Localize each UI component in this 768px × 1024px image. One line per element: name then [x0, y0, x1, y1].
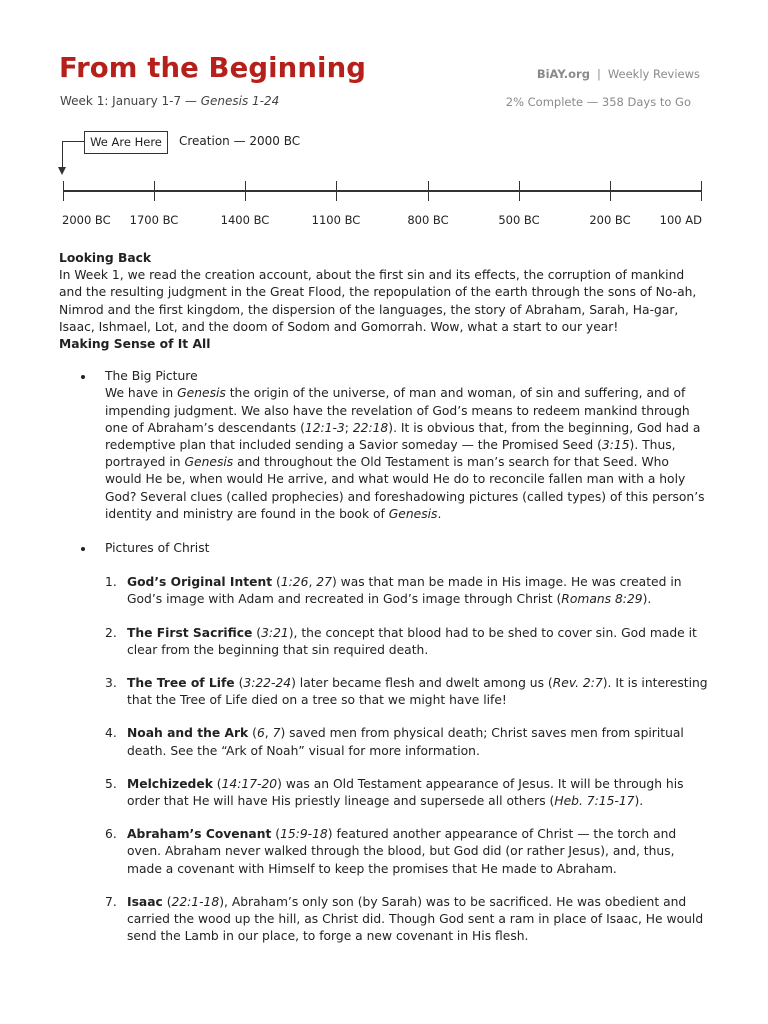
list-item [59, 826, 709, 878]
list-item [59, 625, 709, 659]
num: 4. [105, 726, 117, 741]
scripture-reference: 6 [256, 726, 265, 741]
list-item [59, 776, 709, 810]
scripture-reference: 22:1-18 [171, 894, 220, 909]
timeline-label: 800 BC [407, 213, 449, 227]
item-text: ( [252, 625, 262, 640]
looking-back-text: In Week 1, we read the creation account, about the first sin and its effects, the corruption of mankind and the resulting judgment in the Great Flood, the repopulation of the earth through the sons of No-ah, Nimrod and the first kingdom, the dispersion of the languages, the story of Abraham, Sarah, Ha-gar, Isaac, Ishmael, Lot, and the doom of Sodom and Gomorrah. Wow, what a start to our year! [59, 268, 697, 334]
item-text: , [308, 575, 317, 590]
scripture-reference: 7 [272, 726, 281, 741]
timeline-axis [63, 190, 701, 192]
item-title: The First Sacrifice [127, 625, 253, 640]
item-text: ). [642, 592, 652, 607]
item-text: ). [634, 794, 644, 809]
num: 2. [105, 625, 117, 640]
item-title: The Tree of Life [127, 676, 235, 691]
timeline-tick [154, 181, 155, 201]
item-text: ) was an Old Testament appearance of Jesus. It will be through his order that He will have His priestly lineage and supersede all others ( [127, 776, 684, 809]
list-item [59, 675, 709, 709]
timeline [63, 181, 701, 201]
timeline-label: 2000 BC [62, 213, 111, 227]
pictures-of-christ-bullet [59, 540, 709, 557]
item-text: ( [272, 575, 281, 590]
we-are-here-marker: We Are Here [84, 131, 168, 154]
separator: | [596, 67, 601, 81]
item-title: Noah and the Ark [127, 726, 249, 741]
list-item [59, 725, 709, 759]
item-text: ( [212, 776, 222, 791]
num: 1. [105, 575, 117, 590]
num: 7. [105, 894, 117, 909]
big-picture-label: The Big Picture [105, 369, 198, 384]
timeline-label: 100 AD [659, 213, 702, 227]
item-text: ), the concept that blood had to be shed to cover sin. God made it clear from the beginning that sin required death. [127, 625, 697, 657]
marker-pointer-line [62, 141, 63, 168]
item-text: ( [234, 676, 244, 691]
timeline-tick [63, 181, 64, 201]
item-title: Melchizedek [127, 776, 213, 791]
item-title: Abraham’s Covenant [127, 827, 272, 842]
timeline-tick [245, 181, 246, 201]
timeline-tick [610, 181, 611, 201]
pictures-label: Pictures of Christ [105, 541, 210, 556]
bullet-dot [81, 375, 85, 379]
scripture-reference: Romans 8:29 [561, 592, 643, 607]
page-title: From the Beginning [59, 52, 367, 84]
bullet-dot [81, 547, 85, 551]
timeline-tick [336, 181, 337, 201]
item-text: ( [271, 827, 281, 842]
progress-status: 2% Complete — 358 Days to Go [505, 95, 691, 109]
site-header-links [537, 67, 700, 81]
week-reference: Genesis 1-24 [200, 94, 280, 108]
marker-caption: Creation — 2000 BC [179, 134, 301, 148]
num: 6. [105, 827, 117, 842]
item-text: ( [162, 894, 172, 909]
week-subtitle [60, 94, 279, 108]
item-text: ). It is interesting that the Tree of Life died on a tree so that we might have life! [127, 676, 708, 708]
item-text: , [264, 726, 273, 741]
looking-back-heading: Looking Back [59, 251, 152, 265]
week-label: Week 1: January 1-7 — [60, 94, 201, 108]
item-text: ) saved men from physical death; Christ saves men from spiritual death. See the “Ark of Noah” visual for more information. [127, 726, 684, 758]
big-picture-text: We have in Genesis the origin of the universe, of man and woman, of sin and suffering, and of impending judgment. We also have the revelation of God’s means to redeem mankind through one of Abraham’s descendants (12:1-3; 22:18). It is obvious that, from the beginning, God had a redemptive plan that included sending a Savior someday — the Promised Seed (3:15). Thus, portrayed in Genesis and throughout the Old Testament is man’s search for that Seed. Who would He be, when would He arrive, and what would He do to reconcile fallen man with a holy God? Several clues (called prophecies) and foreshadowing pictures (called types) of this person’s identity and ministry are found in the book of Genesis. [105, 386, 705, 521]
scripture-reference: 3:21 [261, 625, 289, 640]
timeline-label: 200 BC [589, 213, 631, 227]
site-name[interactable]: BiAY.org [536, 67, 590, 81]
making-sense-heading: Making Sense of It All [59, 337, 211, 352]
num: 5. [105, 776, 117, 791]
item-text: ) featured another appearance of Christ — the torch and oven. Abraham never walked through the blood, but God did (or rather Jesus), and, thus, made a covenant with Himself to keep the promises that He made to Abraham. [127, 827, 677, 876]
marker-arrow-icon [58, 167, 66, 175]
list-item [59, 894, 709, 946]
timeline-label: 500 BC [498, 213, 540, 227]
scripture-reference: 1:26 [280, 575, 309, 590]
item-text: ( [248, 726, 257, 741]
timeline-label: 1400 BC [220, 213, 270, 227]
main-content [59, 250, 709, 962]
item-title: God’s Original Intent [127, 575, 273, 590]
timeline-label: 1100 BC [311, 213, 361, 227]
list-item [59, 574, 709, 608]
scripture-reference: 27 [316, 575, 332, 590]
scripture-reference: Heb. 7:15-17 [554, 794, 635, 809]
timeline-label: 1700 BC [129, 213, 179, 227]
num: 3. [105, 676, 117, 691]
item-text: ) was that man be made in His image. He was created in God’s image with Adam and recreated in God’s image through Christ ( [127, 575, 682, 607]
timeline-tick [519, 181, 520, 201]
timeline-tick [701, 181, 702, 201]
timeline-tick [428, 181, 429, 201]
item-text: ) later became flesh and dwelt among us ( [291, 676, 553, 691]
scripture-reference: 14:17-20 [221, 776, 278, 791]
pictures-list [59, 574, 709, 945]
item-title: Isaac [127, 894, 163, 909]
big-picture-bullet [59, 368, 709, 385]
item-text: ), Abraham’s only son (by Sarah) was to be sacrificed. He was obedient and carried the wood up the hill, as Christ did. Though God sent a ram in place of Isaac, He would send the Lamb in our place, to forge a new covenant in His flesh. [127, 894, 704, 944]
scripture-reference: 15:9-18 [280, 827, 328, 842]
section-name[interactable]: Weekly Reviews [607, 67, 700, 81]
marker-connector [62, 141, 84, 142]
scripture-reference: 3:22-24 [243, 676, 292, 691]
scripture-reference: Rev. 2:7 [552, 676, 603, 691]
